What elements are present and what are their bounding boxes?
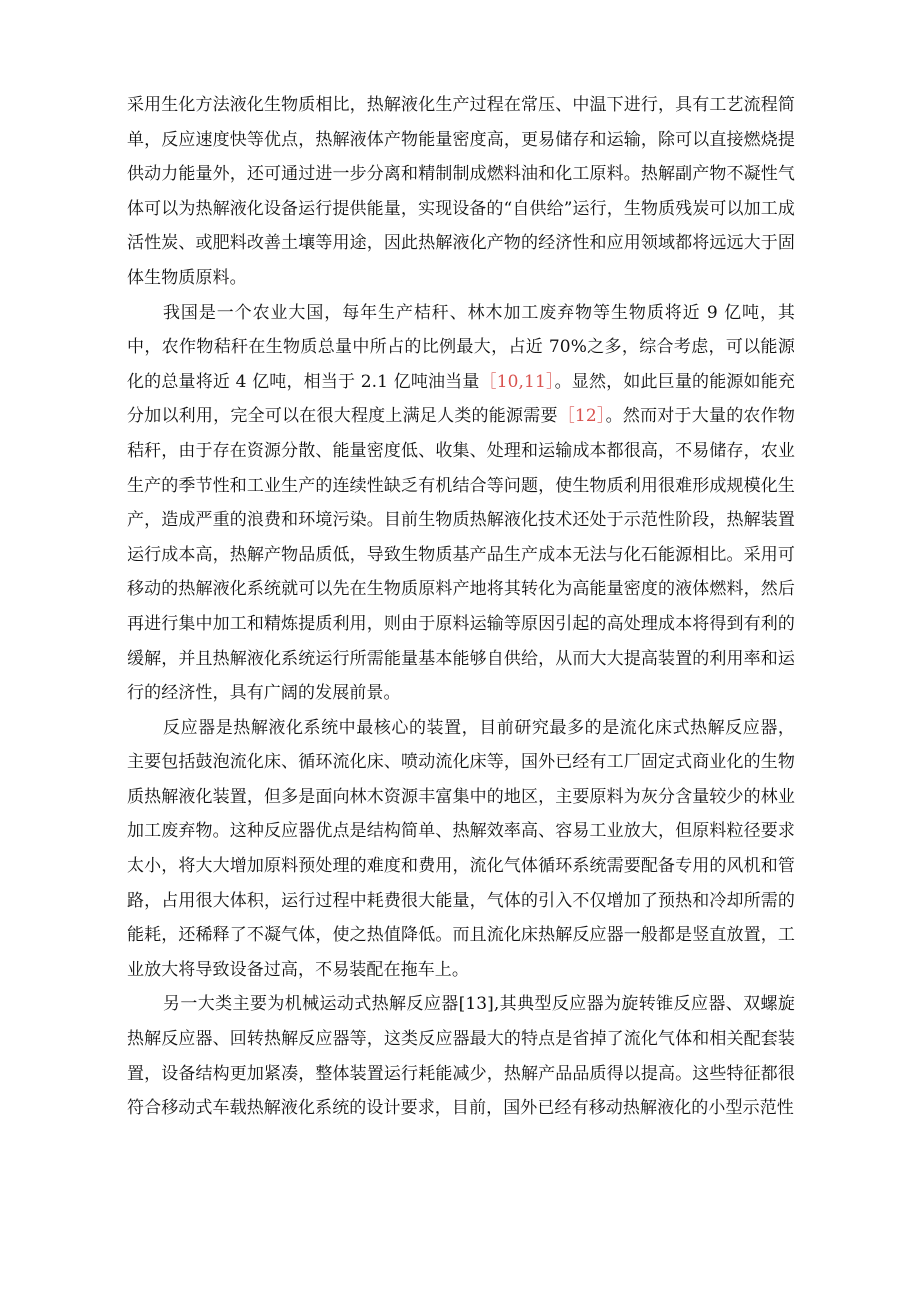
- paragraph-4: [127, 987, 795, 1125]
- paragraph-1: [127, 88, 795, 296]
- paragraph-text: 。显然，如此巨量的能源如能充分加以利用，完全可以在很大程度上满足人类的能源需要: [127, 371, 795, 427]
- paragraph-text: 。然而对于大量的农作物秸秆，由于存在资源分散、能量密度低、收集、处理和运输成本都很高，不易储存，农业生产的季节性和工业生产的连续性缺乏有机结合等问题，使生物质利用很难形成规模化生产，造成严重的浪费和环境污染。目前生物质热解液化技术还处于示范性阶段，热解装置运行成本高，热解产物品质低，导致生物质基产品生产成本无法与化石能源相比。采用可移动的热解液化系统就可以先在生物质原料产地将其转化为高能量密度的液体燃料，然后再进行集中加工和精炼提质利用，则由于原料运输等原因引起的高处理成本将得到有利的缓解，并且热解液化系统运行所需能量基本能够自供给，从而大大提高装置的利用率和运行的经济性，具有广阔的发展前景。: [127, 406, 795, 704]
- document-body: [127, 88, 795, 1126]
- paragraph-2: [127, 296, 795, 711]
- paragraph-text: 另一大类主要为机械运动式热解反应器[13],其典型反应器为旋转锥反应器、双螺旋热解反应器、回转热解反应器等，这类反应器最大的特点是省掉了流化气体和相关配套装置，设备结构更加紧凑，整体装置运行耗能减少，热解产品品质得以提高。这些特征都很符合移动式车载热解液化系统的设计要求，目前，国外已经有移动热解液化的小型示范性: [127, 994, 795, 1119]
- citation-ref-12: ［12］: [557, 406, 606, 427]
- paragraph-text: 采用生化方法液化生物质相比，热解液化生产过程在常压、中温下进行，具有工艺流程简单，反应速度快等优点，热解液体产物能量密度高，更易储存和运输，除可以直接燃烧提供动力能量外，还可通过进一步分离和精制制成燃料油和化工原料。热解副产物不凝性气体可以为热解液化设备运行提供能量，实现设备的“自供给”运行，生物质残炭可以加工成活性炭、或肥料改善土壤等用途，因此热解液化产物的经济性和应用领域都将远远大于固体生物质原料。: [127, 95, 795, 288]
- paragraph-3: [127, 711, 795, 988]
- citation-ref-10-11: ［10,11］: [479, 371, 555, 392]
- paragraph-text: 反应器是热解液化系统中最核心的装置，目前研究最多的是流化床式热解反应器，主要包括鼓泡流化床、循环流化床、喷动流化床等，国外已经有工厂固定式商业化的生物质热解液化装置，但多是面向林木资源丰富集中的地区，主要原料为灰分含量较少的林业加工废弃物。这种反应器优点是结构简单、热解效率高、容易工业放大，但原料粒径要求太小，将大大增加原料预处理的难度和费用，流化气体循环系统需要配备专用的风机和管路，占用很大体积，运行过程中耗费很大能量，气体的引入不仅增加了预热和冷却所需的能耗，还稀释了不凝气体，使之热值降低。而且流化床热解反应器一般都是竖直放置，工业放大将导致设备过高，不易装配在拖车上。: [127, 717, 795, 980]
- paragraph-text: 我国是一个农业大国，每年生产桔秆、林木加工废弃物等生物质将近 9 亿吨，其中，农作物秸秆在生物质总量中所占的比例最大，占近 70%之多，综合考虑，可以能源化的总量将近 4 亿吨，相当于 2.1 亿吨油当量: [127, 302, 795, 392]
